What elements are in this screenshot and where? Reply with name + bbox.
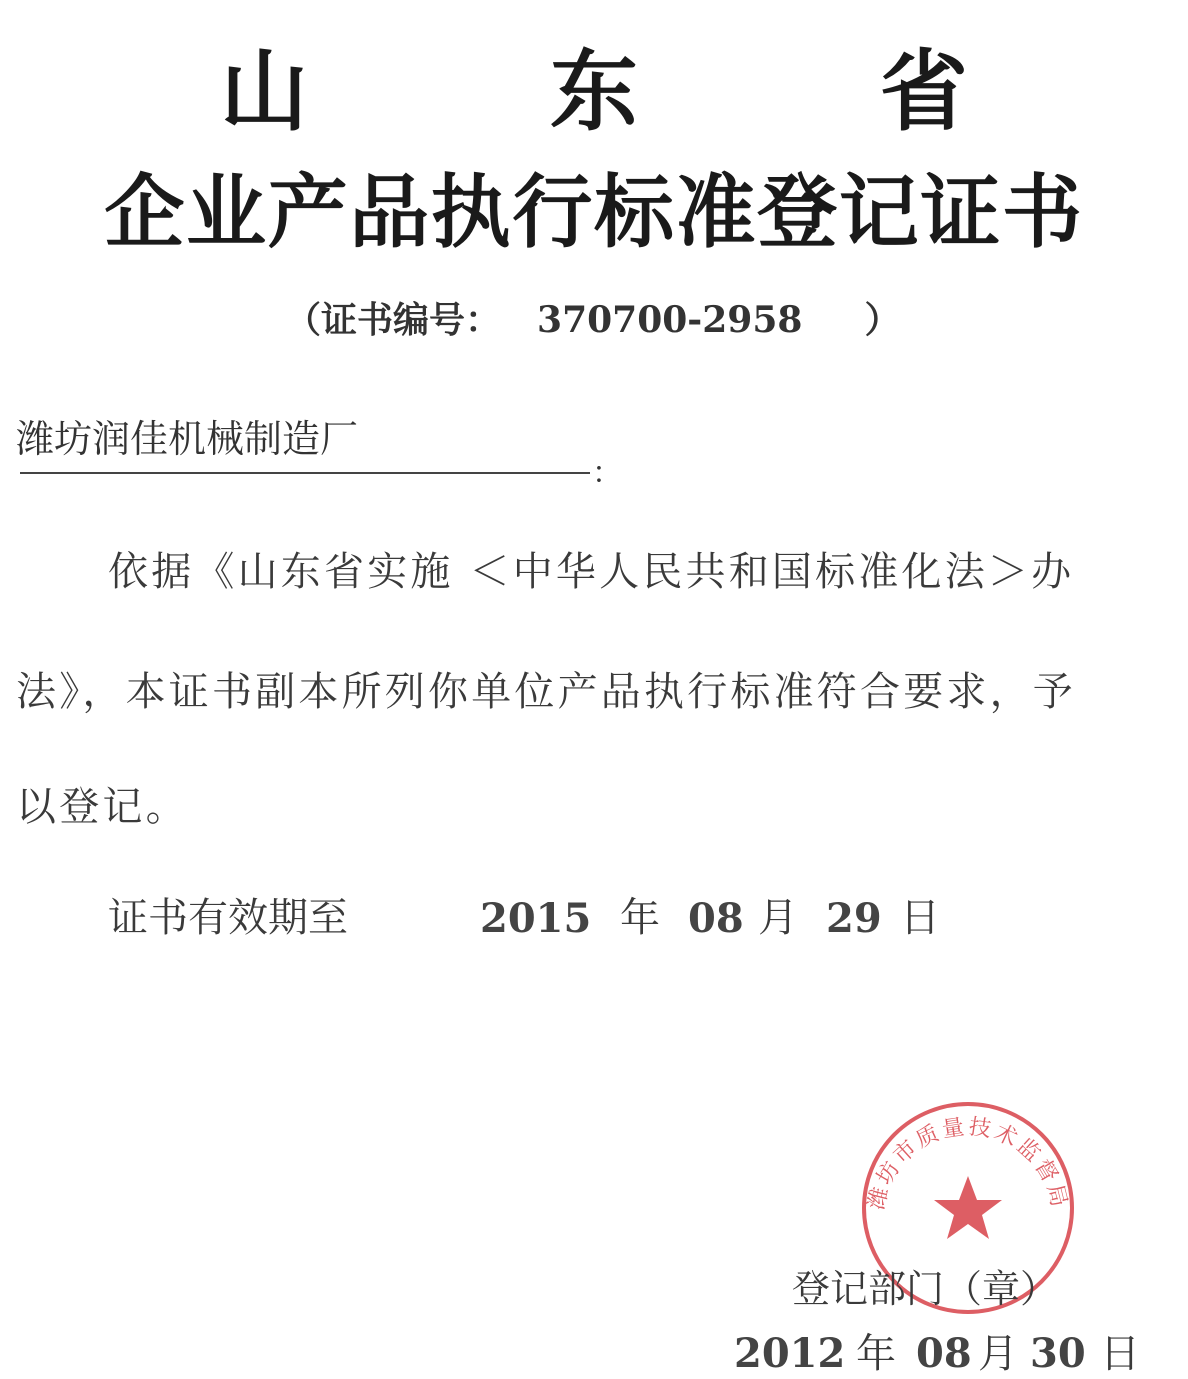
certificate-title: 企业产品执行标准登记证书: [104, 165, 1084, 259]
seal-star-icon: [934, 1176, 1002, 1239]
certificate-number-value: 370700-2958: [537, 299, 803, 341]
validity-month: 08: [688, 895, 744, 942]
company-colon: ：: [592, 456, 622, 491]
company-underline: [20, 472, 590, 474]
issue-year: 2012: [734, 1330, 846, 1377]
certificate-title-province: 山 东 省: [220, 39, 1074, 143]
issue-month-unit: 月: [978, 1331, 1018, 1377]
body-text-line-1: 依据《山东省实施 ＜中华人民共和国标准化法＞办: [108, 549, 1075, 595]
issue-day: 30: [1030, 1330, 1086, 1377]
issue-day-unit: 日: [1100, 1331, 1140, 1377]
validity-year-unit: 年: [620, 895, 660, 941]
validity-day-unit: 日: [900, 895, 940, 941]
issuing-department: 登记部门（章）: [792, 1267, 1059, 1311]
validity-month-unit: 月: [758, 895, 798, 941]
body-text-line-3: 以登记。: [16, 784, 189, 830]
seal-text: 潍坊市质量技术监督局: [864, 1114, 1072, 1213]
certificate-number: [285, 292, 900, 343]
issue-year-unit: 年: [856, 1331, 896, 1377]
body-text-line-2: 法》，本证书副本所列你单位产品执行标准符合要求，予: [16, 669, 1076, 715]
certificate-number-close: ）: [864, 300, 901, 341]
validity-year: 2015: [480, 895, 592, 942]
certificate-number-label: （证书编号：: [285, 300, 502, 341]
company-name: 潍坊润佳机械制造厂: [16, 417, 359, 461]
issue-month: 08: [916, 1330, 972, 1377]
validity-day: 29: [826, 895, 882, 942]
validity-label: 证书有效期至: [108, 895, 348, 941]
